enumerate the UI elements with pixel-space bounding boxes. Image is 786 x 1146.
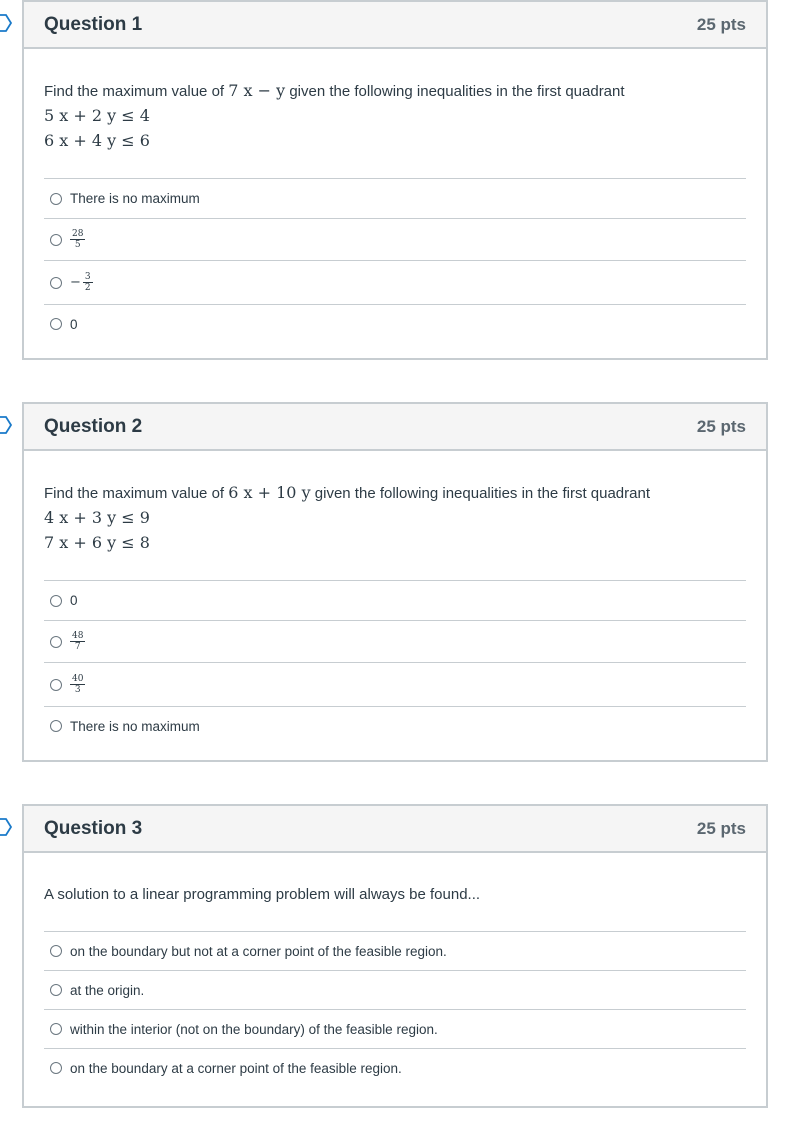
question-header bbox=[24, 2, 766, 49]
radio-button[interactable] bbox=[50, 984, 62, 996]
constraint: 7 x + 6 y ≤ 8 bbox=[44, 533, 150, 552]
answer-option[interactable]: − $\frac{3}{2}$ bbox=[44, 261, 746, 305]
radio-button[interactable] bbox=[50, 318, 62, 330]
objective-function: 7 x − y bbox=[228, 81, 286, 100]
answer-label: There is no maximum bbox=[70, 191, 200, 206]
answer-option[interactable] bbox=[44, 621, 746, 663]
question-text: A solution to a linear programming problem will always be found... bbox=[44, 886, 481, 903]
answer-label: 0 bbox=[70, 316, 78, 332]
answer-label: within the interior (not on the boundary) of the feasible region. bbox=[70, 1021, 438, 1037]
fraction-label: $\frac{28}{5}$ bbox=[72, 229, 84, 250]
objective-function: 6 x + 10 y bbox=[228, 483, 311, 502]
question-body bbox=[24, 451, 766, 745]
question-header bbox=[24, 404, 766, 451]
radio-button[interactable] bbox=[50, 193, 62, 205]
fraction-label: $\frac{3}{2}$ bbox=[84, 272, 91, 293]
answer-option[interactable] bbox=[44, 1049, 746, 1087]
radio-button[interactable] bbox=[50, 636, 62, 648]
answer-label: 0 bbox=[70, 593, 78, 608]
flag-question-icon[interactable] bbox=[0, 13, 14, 33]
radio-button[interactable] bbox=[50, 277, 62, 289]
question-title: Question 1 bbox=[44, 13, 143, 35]
radio-button[interactable] bbox=[50, 720, 62, 732]
question-text: Find the maximum value of 6 x + 10 y given the following inequalities in the first quadrant 4 x + 3 y ≤ 9 7 x + 6 y ≤ 8 bbox=[44, 483, 650, 552]
radio-button[interactable] bbox=[50, 1062, 62, 1074]
question-title: Question 2 bbox=[44, 415, 143, 437]
answer-option[interactable] bbox=[44, 932, 746, 971]
constraint: 5 x + 2 y ≤ 4 bbox=[44, 106, 150, 125]
answer-option[interactable] bbox=[44, 581, 746, 621]
answer-option[interactable] bbox=[44, 971, 746, 1010]
question-title: Question 3 bbox=[44, 817, 143, 839]
question-points: 25 pts bbox=[696, 14, 746, 34]
radio-button[interactable] bbox=[50, 679, 62, 691]
answer-list bbox=[44, 580, 746, 745]
question-text: Find the maximum value of 7 x − y given the following inequalities in the first quadrant 5 x + 2 y ≤ 4 6 x + 4 y ≤ 6 bbox=[44, 81, 625, 150]
answer-label: on the boundary at a corner point of the feasible region. bbox=[70, 1060, 402, 1076]
flag-question-icon[interactable] bbox=[0, 415, 14, 435]
question-2 bbox=[22, 402, 768, 762]
answer-option[interactable] bbox=[44, 305, 746, 343]
question-header bbox=[24, 806, 766, 853]
answer-label: on the boundary but not at a corner point of the feasible region. bbox=[70, 943, 447, 959]
question-points: 25 pts bbox=[696, 416, 746, 436]
question-body bbox=[24, 853, 766, 1087]
constraint: 4 x + 3 y ≤ 9 bbox=[44, 508, 150, 527]
answer-option[interactable] bbox=[44, 707, 746, 745]
question-3 bbox=[22, 804, 768, 1108]
constraint: 6 x + 4 y ≤ 6 bbox=[44, 131, 150, 150]
radio-button[interactable] bbox=[50, 234, 62, 246]
answer-option[interactable] bbox=[44, 1010, 746, 1049]
answer-option[interactable] bbox=[44, 663, 746, 707]
flag-question-icon[interactable] bbox=[0, 817, 14, 837]
radio-button[interactable] bbox=[50, 1023, 62, 1035]
question-body bbox=[24, 49, 766, 343]
answer-label: There is no maximum bbox=[70, 718, 200, 734]
answer-list bbox=[44, 931, 746, 1087]
question-points: 25 pts bbox=[696, 818, 746, 838]
radio-button[interactable] bbox=[50, 945, 62, 957]
answer-label: at the origin. bbox=[70, 982, 145, 998]
radio-button[interactable] bbox=[50, 595, 62, 607]
answer-option[interactable] bbox=[44, 219, 746, 261]
fraction-label: $\frac{40}{3}$ bbox=[72, 674, 84, 695]
fraction-label: $\frac{48}{7}$ bbox=[72, 631, 84, 652]
answer-option[interactable] bbox=[44, 179, 746, 219]
answer-list bbox=[44, 178, 746, 343]
question-1 bbox=[22, 0, 768, 360]
